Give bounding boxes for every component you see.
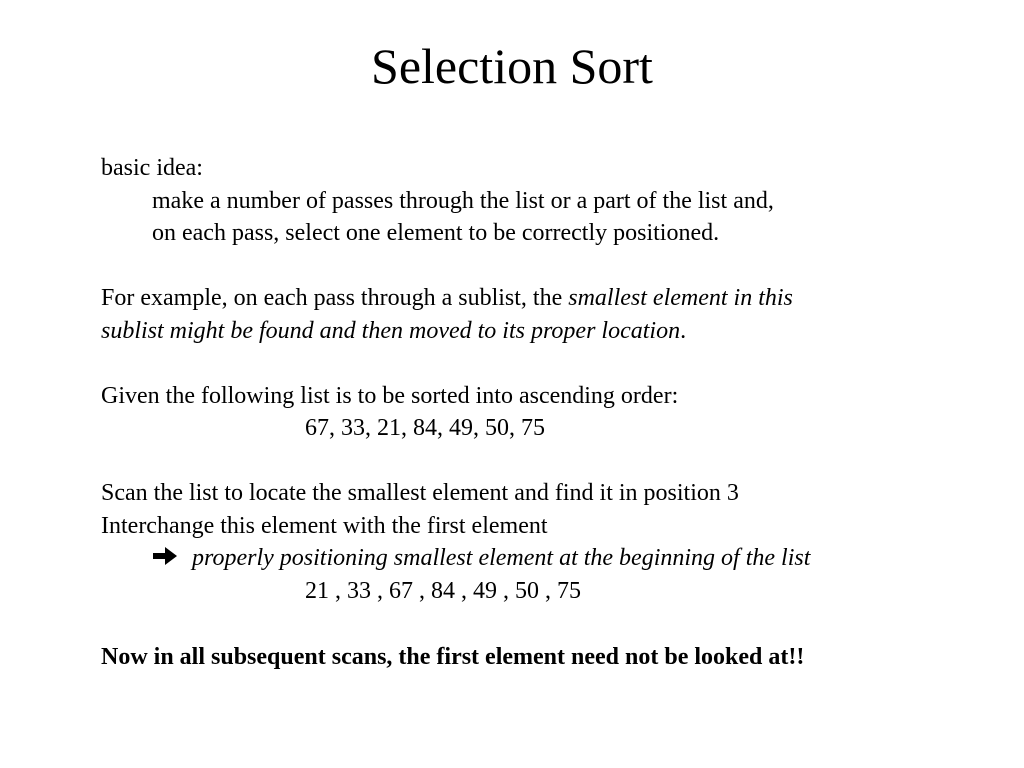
conclusion-text: Now in all subsequent scans, the first element need not be looked at!! — [101, 644, 805, 670]
basic-idea-line-2: on each pass, select one element to be correctly positioned. — [152, 220, 720, 246]
basic-idea-heading: basic idea: — [101, 155, 203, 181]
scan-line-1: Scan the list to locate the smallest element and find it in position 3 — [101, 480, 739, 506]
result-line — [152, 542, 810, 574]
example-italic-1: smallest element in this — [568, 285, 793, 311]
partially-sorted-list: 21 , 33 , 67 , 84 , 49 , 50 , 75 — [305, 578, 581, 604]
example-italic-2: sublist might be found and then moved to its proper location — [101, 318, 681, 344]
example-prefix: For example, on each pass through a sublist, the — [101, 285, 569, 311]
result-italic: properly positioning smallest element at the beginning of the list — [192, 545, 811, 571]
basic-idea-line-1: make a number of passes through the list or a part of the list and, — [152, 188, 774, 214]
example-line-1 — [101, 282, 793, 314]
example-suffix: . — [680, 318, 687, 344]
given-text: Given the following list is to be sorted into ascending order: — [101, 383, 679, 409]
page-title: Selection Sort — [371, 38, 653, 94]
right-arrow-icon — [152, 545, 178, 567]
unsorted-list: 67, 33, 21, 84, 49, 50, 75 — [305, 415, 545, 441]
scan-line-2: Interchange this element with the first element — [101, 513, 548, 539]
example-line-2 — [101, 315, 686, 347]
